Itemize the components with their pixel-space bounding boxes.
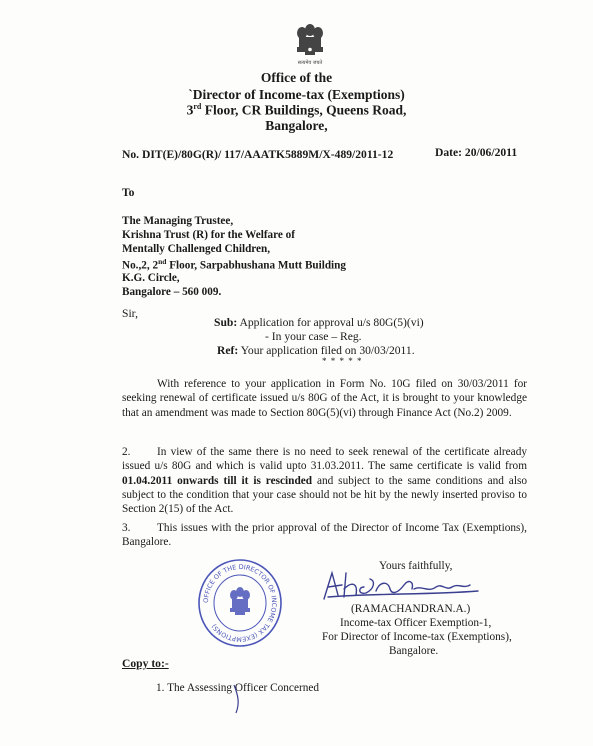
reference-number: No. DIT(E)/80G(R)/ 117/AAATK5889M/X-489/2011-12 (122, 148, 394, 161)
to-label: To (122, 186, 135, 199)
paragraph-2-number: 2. (122, 446, 131, 458)
paragraph-2-text-a: In view of the same there is no need to seek renewal of the certificate already issued u/s 80G and which is valid upto 31.03.2011. The same certificate is valid from (122, 446, 527, 473)
addressee-line-2: Krishna Trust (R) for the Welfare of (122, 229, 295, 241)
addressee-floor-suffix: nd (158, 257, 167, 266)
paragraph-2-bold: 01.04.2011 onwards till it is rescinded (122, 474, 313, 487)
signatory-city: Bangalore. (389, 645, 439, 657)
handwritten-signature (318, 567, 488, 603)
addressee-line-1: The Managing Trustee, (122, 215, 234, 227)
office-seal (197, 558, 283, 648)
emblem-caption: सत्यमेव जयते (297, 60, 323, 66)
office-line-3 (0, 102, 593, 119)
office-line-4: Bangalore, (265, 118, 328, 133)
floor-number: 3 (186, 102, 194, 118)
salutation: Sir, (122, 307, 138, 320)
office-line-2: `Director of Income-tax (Exemptions) (188, 87, 405, 102)
paragraph-1: With reference to your application in Form No. 10G filed on 30/03/2011 for seeking renewal of certificate issued u/s 80G of the Act, it is brought to your knowledge that an amendment was made to Section 80G(5)(vi) through Finance Act (No.2) 2009. (122, 378, 527, 419)
copy-to-item-1: 1. The Assessing Officer Concerned (156, 682, 320, 694)
paragraph-2 (122, 445, 527, 516)
subject-text: Application for approval u/s 80G(5)(vi) (239, 316, 424, 329)
signatory-title-2: For Director of Income-tax (Exemptions), (322, 631, 512, 643)
copy-to-label: Copy to:- (122, 657, 169, 670)
paragraph-3-number: 3. (122, 522, 131, 534)
letter-date: Date: 20/06/2011 (435, 146, 518, 159)
signatory-name: (RAMACHANDRAN.A.) (351, 603, 471, 615)
pen-mark (226, 677, 256, 717)
floor-address: Floor, CR Buildings, Queens Road, (201, 102, 407, 118)
subject-line-2: - In your case – Reg. (265, 330, 362, 343)
paragraph-2-text-b: and subject to the same conditions and also subject to the condition that your case should not be hit by the newly inserted proviso to Section 2(15) of the Act. (122, 474, 528, 516)
seal-text: OFFICE OF THE DIRECTOR OF INCOME TAX (EXEMPTIONS) (201, 562, 279, 644)
ref-label: Ref: (217, 344, 239, 357)
subject-label: Sub: (214, 316, 238, 329)
addressee-line-4 (122, 257, 346, 272)
closing: Yours faithfully, (379, 560, 453, 572)
ref-line (217, 344, 415, 357)
addressee-line-5: K.G. Circle, (122, 272, 180, 284)
addressee-line-6: Bangalore – 560 009. (122, 286, 222, 298)
separator-stars: * * * * * (322, 356, 363, 366)
addressee-street-post: Floor, Sarpabhushana Mutt Building (166, 259, 346, 272)
addressee-line-3: Mentally Challenged Children, (122, 243, 271, 255)
subject-line (214, 316, 424, 329)
addressee-street-pre: No.,2, 2 (122, 259, 159, 272)
floor-suffix: rd (193, 102, 202, 111)
paragraph-3 (122, 521, 527, 550)
office-line-1: Office of the (260, 70, 333, 85)
signatory-title-1: Income-tax Officer Exemption-1, (340, 617, 492, 629)
paragraph-3-text: This issues with the prior approval of the Director of Income Tax (Exemptions), Bangalore. (122, 522, 527, 549)
ref-text: Your application filed on 30/03/2011. (240, 344, 415, 357)
national-emblem (291, 22, 329, 64)
